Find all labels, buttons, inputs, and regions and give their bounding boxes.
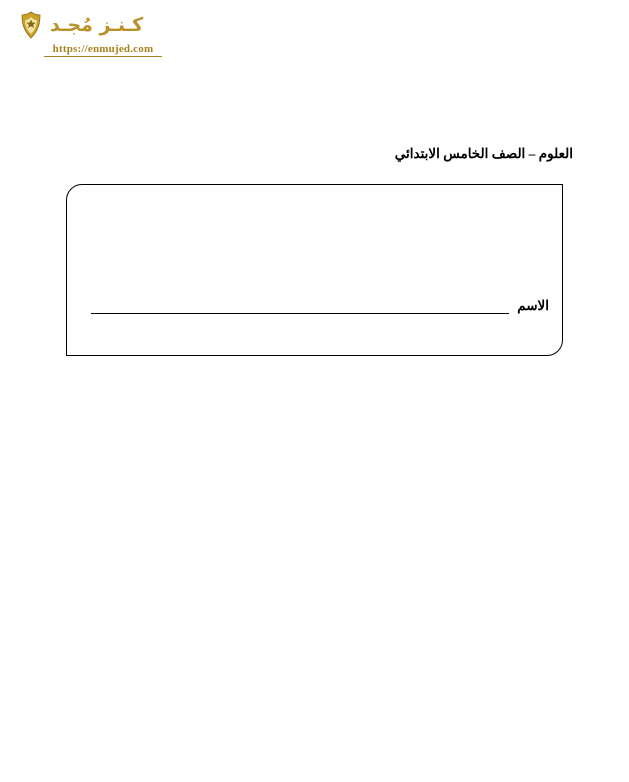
student-info-box	[66, 184, 563, 356]
logo-brand-text: كـنـز مُجـد	[50, 14, 144, 36]
logo-url-label: https://enmujed.com	[52, 43, 154, 55]
eagle-crest-icon	[18, 10, 44, 40]
logo-underline	[44, 56, 162, 57]
logo-url-text	[38, 43, 168, 57]
site-logo	[18, 8, 168, 64]
name-write-in-line[interactable]	[91, 313, 509, 314]
name-field-row	[87, 296, 549, 318]
subject-heading: العلوم – الصف الخامس الابتدائي	[394, 146, 573, 161]
logo-row	[18, 8, 168, 42]
name-label: الاسم	[517, 298, 549, 313]
